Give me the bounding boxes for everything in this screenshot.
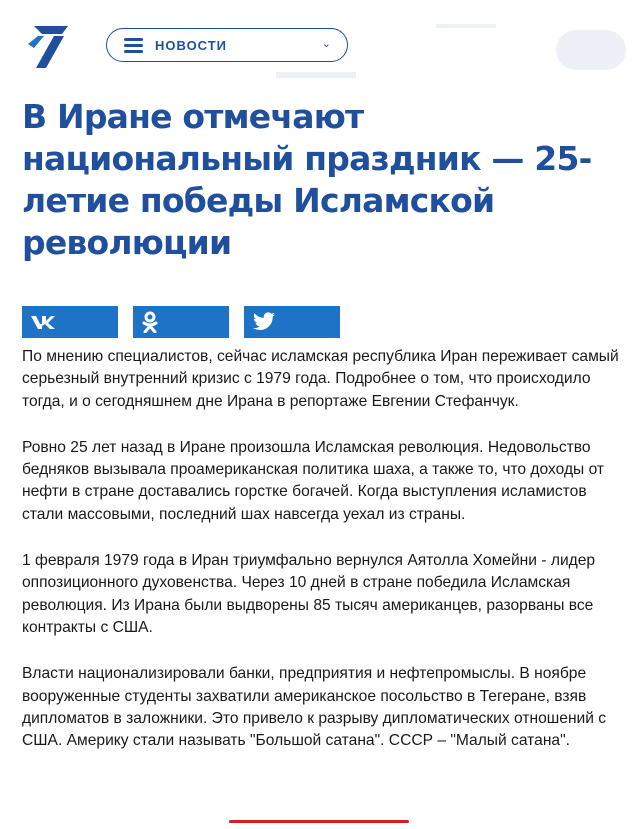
- article-paragraph: Власти национализировали банки, предприятия и нефтепромыслы. В ноябре вооруженные студенты захватили американское посольство в Тегеране, взяв дипломатов в заложники. Это привело к разрыву дипломатических отношений с США. Америку стали называть "Большой сатана". СССР – "Малый сатана".: [22, 665, 607, 750]
- nav-label: НОВОСТИ: [155, 37, 228, 53]
- odnoklassniki-icon: [141, 311, 159, 333]
- hamburger-icon: [124, 38, 143, 53]
- chevron-down-icon: ⌄: [321, 38, 331, 50]
- share-vk-button[interactable]: [22, 306, 118, 338]
- twitter-icon: [252, 312, 276, 332]
- article-paragraph: 1 февраля 1979 года в Иран триумфально вернулся Аятолла Хомейни - лидер оппозиционного духовенства. Через 10 дней в стране победила Исламская революция. Из Ирана были выдворены 85 тысяч американцев, разорваны все контракты с США.: [22, 552, 596, 636]
- article-body: [22, 346, 622, 752]
- share-twitter-button[interactable]: [244, 306, 340, 338]
- red-highlight-underline: [229, 820, 409, 823]
- vk-icon: [30, 314, 56, 330]
- site-header: [0, 0, 640, 90]
- news-menu-button[interactable]: [106, 28, 348, 62]
- article-paragraph: По мнению специалистов, сейчас исламская республика Иран переживает самый серьезный внутренний кризис с 1979 года. Подробнее о том, что происходило тогда, и о сегодняшнем дне Ирана в репортаже Евгении Стефанчук.: [22, 348, 619, 410]
- channel-one-logo-icon[interactable]: [24, 24, 72, 70]
- share-odnoklassniki-button[interactable]: [133, 306, 229, 338]
- article-title: В Иране отмечают национальный праздник — 25-летие победы Исламской революции: [22, 97, 592, 262]
- article-paragraph: Ровно 25 лет назад в Иране произошла Исламская революция. Недовольство бедняков вызывала проамериканская политика шаха, а также то, что доходы от нефти в стране доставались горстке богачей. Когда выступления исламистов стали массовыми, последний шах навсегда уехал из страны.: [22, 438, 605, 523]
